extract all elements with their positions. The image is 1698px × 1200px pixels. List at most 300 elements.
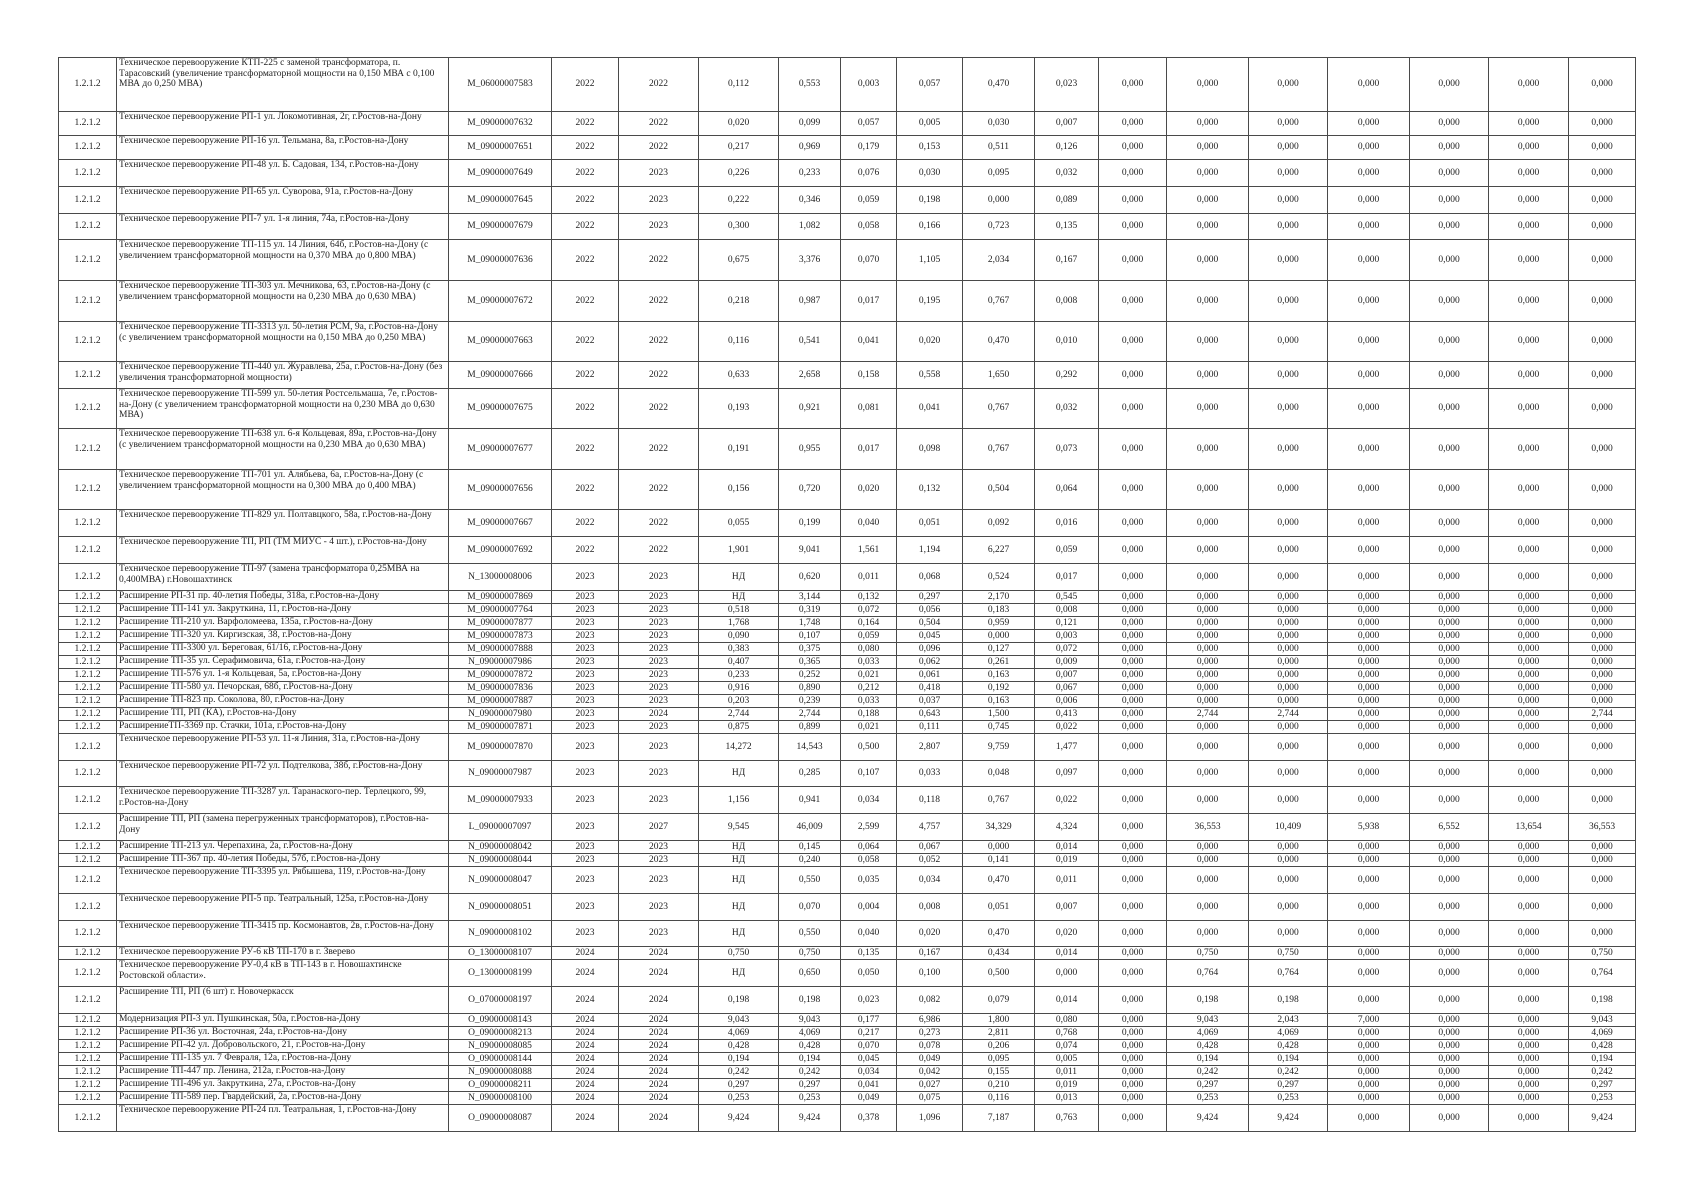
cell-value-11: 0,000 bbox=[1410, 362, 1489, 389]
cell-value-8: 0,000 bbox=[1167, 669, 1249, 682]
cell-value-2: 0,233 bbox=[779, 160, 841, 187]
cell-project-code: M_09000007933 bbox=[449, 787, 552, 814]
cell-value-11: 0,000 bbox=[1410, 537, 1489, 564]
cell-value-10: 0,000 bbox=[1328, 389, 1410, 429]
cell-end-year: 2022 bbox=[619, 362, 699, 389]
cell-value-11: 0,000 bbox=[1410, 240, 1489, 281]
cell-value-13: 0,000 bbox=[1569, 682, 1636, 695]
cell-value-5: 0,745 bbox=[963, 721, 1035, 734]
cell-value-4: 0,057 bbox=[897, 58, 963, 112]
cell-value-1: 0,193 bbox=[699, 389, 779, 429]
cell-value-8: 0,000 bbox=[1167, 894, 1249, 921]
cell-value-12: 0,000 bbox=[1489, 1066, 1569, 1079]
cell-end-year: 2024 bbox=[619, 1027, 699, 1040]
cell-item-number: 1.2.1.2 bbox=[59, 708, 117, 721]
cell-value-6: 0,014 bbox=[1035, 841, 1099, 854]
cell-value-6: 0,007 bbox=[1035, 669, 1099, 682]
cell-end-year: 2023 bbox=[619, 656, 699, 669]
cell-value-9: 2,043 bbox=[1249, 1014, 1328, 1027]
cell-value-8: 0,000 bbox=[1167, 591, 1249, 604]
cell-start-year: 2023 bbox=[552, 867, 619, 894]
cell-value-2: 0,365 bbox=[779, 656, 841, 669]
cell-value-10: 0,000 bbox=[1328, 921, 1410, 947]
cell-item-number: 1.2.1.2 bbox=[59, 643, 117, 656]
cell-value-8: 0,000 bbox=[1167, 136, 1249, 160]
cell-value-1: 0,203 bbox=[699, 695, 779, 708]
cell-project-name: Расширение ТП-320 ул. Киргизская, 38, г.Ростов-на-Дону bbox=[117, 630, 449, 643]
cell-project-name: Расширение ТП-589 пер. Гвардейский, 2а, г.Ростов-на-Дону bbox=[117, 1092, 449, 1105]
cell-project-code: M_09000007877 bbox=[449, 617, 552, 630]
cell-value-7: 0,000 bbox=[1099, 510, 1167, 537]
cell-value-10: 0,000 bbox=[1328, 214, 1410, 240]
cell-value-10: 0,000 bbox=[1328, 1092, 1410, 1105]
cell-end-year: 2023 bbox=[619, 630, 699, 643]
cell-value-7: 0,000 bbox=[1099, 630, 1167, 643]
cell-value-5: 34,329 bbox=[963, 814, 1035, 841]
cell-end-year: 2023 bbox=[619, 867, 699, 894]
table-row bbox=[59, 814, 1636, 841]
cell-value-10: 0,000 bbox=[1328, 1053, 1410, 1066]
cell-item-number: 1.2.1.2 bbox=[59, 867, 117, 894]
cell-start-year: 2023 bbox=[552, 695, 619, 708]
cell-start-year: 2022 bbox=[552, 214, 619, 240]
cell-value-1: НД bbox=[699, 591, 779, 604]
table-row bbox=[59, 643, 1636, 656]
cell-end-year: 2027 bbox=[619, 814, 699, 841]
cell-project-name: Расширение ТП, РП (6 шт) г. Новочеркасск bbox=[117, 987, 449, 1014]
cell-value-7: 0,000 bbox=[1099, 1092, 1167, 1105]
cell-project-code: N_09000007980 bbox=[449, 708, 552, 721]
cell-item-number: 1.2.1.2 bbox=[59, 787, 117, 814]
cell-value-11: 0,000 bbox=[1410, 656, 1489, 669]
cell-item-number: 1.2.1.2 bbox=[59, 240, 117, 281]
table-row bbox=[59, 1027, 1636, 1040]
cell-end-year: 2023 bbox=[619, 643, 699, 656]
cell-value-1: 9,545 bbox=[699, 814, 779, 841]
cell-value-9: 0,000 bbox=[1249, 429, 1328, 470]
cell-value-7: 0,000 bbox=[1099, 470, 1167, 510]
cell-project-code: M_09000007675 bbox=[449, 389, 552, 429]
cell-value-8: 0,000 bbox=[1167, 187, 1249, 214]
cell-value-1: 0,916 bbox=[699, 682, 779, 695]
cell-project-code: M_09000007871 bbox=[449, 721, 552, 734]
cell-value-7: 0,000 bbox=[1099, 721, 1167, 734]
cell-project-code: O_09000008213 bbox=[449, 1027, 552, 1040]
cell-end-year: 2024 bbox=[619, 1053, 699, 1066]
cell-value-2: 0,319 bbox=[779, 604, 841, 617]
cell-value-1: 0,675 bbox=[699, 240, 779, 281]
cell-value-12: 0,000 bbox=[1489, 1027, 1569, 1040]
cell-value-4: 0,061 bbox=[897, 669, 963, 682]
cell-value-9: 10,409 bbox=[1249, 814, 1328, 841]
cell-project-name: Техническое перевооружение РП-48 ул. Б. Садовая, 134, г.Ростов-на-Дону bbox=[117, 160, 449, 187]
cell-value-9: 0,000 bbox=[1249, 362, 1328, 389]
cell-value-13: 0,194 bbox=[1569, 1053, 1636, 1066]
cell-value-2: 9,424 bbox=[779, 1105, 841, 1132]
cell-project-code: N_09000008051 bbox=[449, 894, 552, 921]
cell-value-12: 0,000 bbox=[1489, 136, 1569, 160]
cell-value-1: 0,055 bbox=[699, 510, 779, 537]
cell-value-13: 4,069 bbox=[1569, 1027, 1636, 1040]
cell-value-5: 0,524 bbox=[963, 564, 1035, 591]
cell-value-6: 0,072 bbox=[1035, 643, 1099, 656]
cell-start-year: 2023 bbox=[552, 708, 619, 721]
cell-value-8: 0,000 bbox=[1167, 214, 1249, 240]
table-row bbox=[59, 510, 1636, 537]
cell-value-10: 0,000 bbox=[1328, 987, 1410, 1014]
cell-project-name: Техническое перевооружение ТП-3287 ул. Таранаского-пер. Терлецкого, 99, г.Ростов-на-Дону bbox=[117, 787, 449, 814]
cell-value-9: 0,000 bbox=[1249, 537, 1328, 564]
cell-value-10: 0,000 bbox=[1328, 1105, 1410, 1132]
cell-value-10: 0,000 bbox=[1328, 470, 1410, 510]
cell-value-2: 0,428 bbox=[779, 1040, 841, 1053]
cell-value-5: 2,811 bbox=[963, 1027, 1035, 1040]
cell-value-11: 0,000 bbox=[1410, 1053, 1489, 1066]
cell-project-code: M_09000007651 bbox=[449, 136, 552, 160]
cell-project-name: Расширение ТП-3300 ул. Береговая, 61/16, г.Ростов-на-Дону bbox=[117, 643, 449, 656]
cell-end-year: 2022 bbox=[619, 470, 699, 510]
cell-value-9: 0,000 bbox=[1249, 656, 1328, 669]
cell-value-4: 0,273 bbox=[897, 1027, 963, 1040]
cell-value-12: 0,000 bbox=[1489, 987, 1569, 1014]
cell-value-11: 0,000 bbox=[1410, 960, 1489, 987]
cell-value-12: 0,000 bbox=[1489, 708, 1569, 721]
cell-value-6: 0,017 bbox=[1035, 564, 1099, 591]
cell-value-4: 0,020 bbox=[897, 921, 963, 947]
cell-value-11: 0,000 bbox=[1410, 947, 1489, 960]
cell-start-year: 2024 bbox=[552, 1014, 619, 1027]
cell-project-code: M_09000007888 bbox=[449, 643, 552, 656]
cell-value-5: 1,500 bbox=[963, 708, 1035, 721]
cell-value-4: 0,098 bbox=[897, 429, 963, 470]
cell-value-3: 0,003 bbox=[841, 58, 897, 112]
cell-value-2: 0,240 bbox=[779, 854, 841, 867]
cell-value-5: 0,767 bbox=[963, 787, 1035, 814]
cell-value-7: 0,000 bbox=[1099, 136, 1167, 160]
cell-value-12: 0,000 bbox=[1489, 630, 1569, 643]
cell-value-10: 0,000 bbox=[1328, 656, 1410, 669]
cell-value-8: 0,000 bbox=[1167, 510, 1249, 537]
cell-item-number: 1.2.1.2 bbox=[59, 429, 117, 470]
table-row bbox=[59, 894, 1636, 921]
cell-project-code: M_09000007645 bbox=[449, 187, 552, 214]
cell-value-13: 36,553 bbox=[1569, 814, 1636, 841]
cell-value-2: 0,969 bbox=[779, 136, 841, 160]
cell-value-3: 0,070 bbox=[841, 1040, 897, 1053]
cell-project-code: M_09000007649 bbox=[449, 160, 552, 187]
cell-item-number: 1.2.1.2 bbox=[59, 960, 117, 987]
cell-value-2: 3,376 bbox=[779, 240, 841, 281]
cell-value-12: 0,000 bbox=[1489, 564, 1569, 591]
table-row bbox=[59, 656, 1636, 669]
cell-value-12: 0,000 bbox=[1489, 643, 1569, 656]
cell-value-2: 4,069 bbox=[779, 1027, 841, 1040]
cell-project-code: M_09000007672 bbox=[449, 281, 552, 322]
cell-end-year: 2024 bbox=[619, 1079, 699, 1092]
cell-value-12: 0,000 bbox=[1489, 429, 1569, 470]
cell-value-2: 0,921 bbox=[779, 389, 841, 429]
cell-value-7: 0,000 bbox=[1099, 112, 1167, 136]
cell-start-year: 2022 bbox=[552, 187, 619, 214]
cell-value-10: 0,000 bbox=[1328, 734, 1410, 761]
cell-start-year: 2022 bbox=[552, 58, 619, 112]
cell-value-3: 0,070 bbox=[841, 240, 897, 281]
cell-value-2: 0,107 bbox=[779, 630, 841, 643]
cell-project-name: Техническое перевооружение РП-16 ул. Тельмана, 8а, г.Ростов-на-Дону bbox=[117, 136, 449, 160]
cell-project-code: M_09000007677 bbox=[449, 429, 552, 470]
cell-value-4: 0,005 bbox=[897, 112, 963, 136]
cell-value-9: 0,000 bbox=[1249, 854, 1328, 867]
cell-value-9: 0,000 bbox=[1249, 281, 1328, 322]
table-row bbox=[59, 564, 1636, 591]
table-row bbox=[59, 921, 1636, 947]
cell-project-code: M_09000007666 bbox=[449, 362, 552, 389]
cell-value-7: 0,000 bbox=[1099, 1079, 1167, 1092]
cell-value-7: 0,000 bbox=[1099, 322, 1167, 362]
cell-start-year: 2023 bbox=[552, 841, 619, 854]
cell-value-1: 1,768 bbox=[699, 617, 779, 630]
cell-value-6: 0,023 bbox=[1035, 58, 1099, 112]
cell-value-5: 6,227 bbox=[963, 537, 1035, 564]
cell-value-13: 0,000 bbox=[1569, 787, 1636, 814]
cell-end-year: 2022 bbox=[619, 281, 699, 322]
cell-value-3: 0,164 bbox=[841, 617, 897, 630]
cell-value-8: 0,000 bbox=[1167, 761, 1249, 787]
cell-value-10: 0,000 bbox=[1328, 564, 1410, 591]
cell-value-13: 0,000 bbox=[1569, 721, 1636, 734]
cell-end-year: 2022 bbox=[619, 537, 699, 564]
cell-value-13: 0,000 bbox=[1569, 362, 1636, 389]
cell-start-year: 2024 bbox=[552, 1053, 619, 1066]
table-row bbox=[59, 160, 1636, 187]
cell-value-1: 0,198 bbox=[699, 987, 779, 1014]
cell-value-7: 0,000 bbox=[1099, 240, 1167, 281]
cell-value-2: 46,009 bbox=[779, 814, 841, 841]
cell-value-1: 2,744 bbox=[699, 708, 779, 721]
cell-value-3: 0,076 bbox=[841, 160, 897, 187]
cell-end-year: 2023 bbox=[619, 854, 699, 867]
cell-value-9: 0,764 bbox=[1249, 960, 1328, 987]
cell-start-year: 2023 bbox=[552, 564, 619, 591]
cell-value-1: НД bbox=[699, 960, 779, 987]
cell-value-9: 0,000 bbox=[1249, 470, 1328, 510]
cell-value-11: 0,000 bbox=[1410, 429, 1489, 470]
cell-value-6: 0,022 bbox=[1035, 787, 1099, 814]
cell-value-12: 0,000 bbox=[1489, 921, 1569, 947]
cell-value-3: 0,040 bbox=[841, 921, 897, 947]
cell-value-1: НД bbox=[699, 894, 779, 921]
table-row bbox=[59, 1079, 1636, 1092]
cell-value-2: 0,375 bbox=[779, 643, 841, 656]
cell-value-7: 0,000 bbox=[1099, 947, 1167, 960]
table-row bbox=[59, 708, 1636, 721]
cell-project-code: M_06000007583 bbox=[449, 58, 552, 112]
cell-end-year: 2023 bbox=[619, 669, 699, 682]
cell-start-year: 2022 bbox=[552, 537, 619, 564]
cell-value-10: 0,000 bbox=[1328, 894, 1410, 921]
cell-value-5: 0,470 bbox=[963, 867, 1035, 894]
cell-value-8: 0,000 bbox=[1167, 682, 1249, 695]
cell-value-12: 0,000 bbox=[1489, 682, 1569, 695]
cell-item-number: 1.2.1.2 bbox=[59, 187, 117, 214]
cell-end-year: 2022 bbox=[619, 136, 699, 160]
cell-value-6: 0,020 bbox=[1035, 921, 1099, 947]
cell-value-5: 7,187 bbox=[963, 1105, 1035, 1132]
cell-value-12: 0,000 bbox=[1489, 591, 1569, 604]
cell-value-7: 0,000 bbox=[1099, 389, 1167, 429]
cell-project-name: Техническое перевооружение ТП-115 ул. 14 Линия, 64б, г.Ростов-на-Дону (с увеличением трансформаторной мощности на 0,370 МВА до 0,800 МВА) bbox=[117, 240, 449, 281]
cell-value-3: 0,177 bbox=[841, 1014, 897, 1027]
cell-value-11: 0,000 bbox=[1410, 389, 1489, 429]
cell-value-7: 0,000 bbox=[1099, 1027, 1167, 1040]
cell-value-8: 4,069 bbox=[1167, 1027, 1249, 1040]
table-row bbox=[59, 604, 1636, 617]
cell-value-12: 0,000 bbox=[1489, 240, 1569, 281]
cell-value-7: 0,000 bbox=[1099, 867, 1167, 894]
cell-end-year: 2023 bbox=[619, 160, 699, 187]
cell-value-4: 0,067 bbox=[897, 841, 963, 854]
cell-project-name: Техническое перевооружение РП-53 ул. 11-я Линия, 31а, г.Ростов-на-Дону bbox=[117, 734, 449, 761]
cell-value-10: 0,000 bbox=[1328, 160, 1410, 187]
cell-end-year: 2023 bbox=[619, 894, 699, 921]
cell-start-year: 2023 bbox=[552, 591, 619, 604]
cell-value-11: 0,000 bbox=[1410, 591, 1489, 604]
cell-value-4: 0,418 bbox=[897, 682, 963, 695]
cell-value-3: 0,034 bbox=[841, 1066, 897, 1079]
cell-start-year: 2022 bbox=[552, 322, 619, 362]
cell-value-7: 0,000 bbox=[1099, 429, 1167, 470]
cell-value-3: 1,561 bbox=[841, 537, 897, 564]
cell-value-12: 0,000 bbox=[1489, 617, 1569, 630]
cell-end-year: 2024 bbox=[619, 1066, 699, 1079]
cell-item-number: 1.2.1.2 bbox=[59, 734, 117, 761]
cell-value-6: 0,005 bbox=[1035, 1053, 1099, 1066]
cell-project-name: Расширение ТП, РП (замена перегруженных трансформаторов), г.Ростов-на-Дону bbox=[117, 814, 449, 841]
investment-program-sheet bbox=[58, 57, 1636, 1132]
cell-project-code: N_09000008042 bbox=[449, 841, 552, 854]
cell-value-9: 0,428 bbox=[1249, 1040, 1328, 1053]
cell-value-7: 0,000 bbox=[1099, 734, 1167, 761]
cell-start-year: 2023 bbox=[552, 787, 619, 814]
cell-end-year: 2023 bbox=[619, 721, 699, 734]
table-row bbox=[59, 987, 1636, 1014]
cell-end-year: 2023 bbox=[619, 761, 699, 787]
cell-value-11: 0,000 bbox=[1410, 604, 1489, 617]
cell-end-year: 2024 bbox=[619, 1105, 699, 1132]
cell-value-11: 0,000 bbox=[1410, 630, 1489, 643]
cell-value-12: 0,000 bbox=[1489, 854, 1569, 867]
cell-project-code: N_09000007986 bbox=[449, 656, 552, 669]
cell-value-6: 0,007 bbox=[1035, 112, 1099, 136]
cell-value-8: 0,000 bbox=[1167, 281, 1249, 322]
cell-item-number: 1.2.1.2 bbox=[59, 1092, 117, 1105]
cell-value-9: 0,000 bbox=[1249, 841, 1328, 854]
cell-value-9: 0,253 bbox=[1249, 1092, 1328, 1105]
cell-value-11: 0,000 bbox=[1410, 734, 1489, 761]
cell-value-10: 0,000 bbox=[1328, 708, 1410, 721]
cell-value-2: 2,744 bbox=[779, 708, 841, 721]
cell-value-7: 0,000 bbox=[1099, 682, 1167, 695]
cell-project-code: M_09000007872 bbox=[449, 669, 552, 682]
table-row bbox=[59, 429, 1636, 470]
cell-value-8: 0,000 bbox=[1167, 854, 1249, 867]
cell-project-name: Расширение ТП-823 пр. Соколова, 80, г.Ростов-на-Дону bbox=[117, 695, 449, 708]
cell-value-5: 0,183 bbox=[963, 604, 1035, 617]
cell-value-9: 0,000 bbox=[1249, 591, 1328, 604]
cell-value-8: 0,198 bbox=[1167, 987, 1249, 1014]
cell-value-4: 0,643 bbox=[897, 708, 963, 721]
cell-start-year: 2023 bbox=[552, 921, 619, 947]
table-body bbox=[59, 58, 1636, 1132]
cell-value-1: 4,069 bbox=[699, 1027, 779, 1040]
cell-value-1: 0,242 bbox=[699, 1066, 779, 1079]
cell-value-3: 0,188 bbox=[841, 708, 897, 721]
table-row bbox=[59, 591, 1636, 604]
cell-value-13: 0,000 bbox=[1569, 894, 1636, 921]
cell-value-1: 0,518 bbox=[699, 604, 779, 617]
cell-value-13: 0,000 bbox=[1569, 136, 1636, 160]
cell-project-name: Техническое перевооружение РП-72 ул. Подтелкова, 38б, г.Ростов-на-Дону bbox=[117, 761, 449, 787]
table-row bbox=[59, 1040, 1636, 1053]
cell-value-11: 0,000 bbox=[1410, 617, 1489, 630]
cell-value-7: 0,000 bbox=[1099, 214, 1167, 240]
cell-value-4: 0,195 bbox=[897, 281, 963, 322]
cell-value-1: 0,217 bbox=[699, 136, 779, 160]
cell-value-5: 2,170 bbox=[963, 591, 1035, 604]
cell-value-3: 0,057 bbox=[841, 112, 897, 136]
cell-value-7: 0,000 bbox=[1099, 656, 1167, 669]
cell-value-13: 0,000 bbox=[1569, 429, 1636, 470]
cell-item-number: 1.2.1.2 bbox=[59, 510, 117, 537]
cell-value-3: 0,017 bbox=[841, 429, 897, 470]
cell-value-13: 0,000 bbox=[1569, 617, 1636, 630]
cell-value-13: 0,000 bbox=[1569, 510, 1636, 537]
cell-value-3: 0,034 bbox=[841, 787, 897, 814]
cell-value-1: 1,901 bbox=[699, 537, 779, 564]
cell-item-number: 1.2.1.2 bbox=[59, 617, 117, 630]
cell-value-13: 0,000 bbox=[1569, 761, 1636, 787]
cell-value-7: 0,000 bbox=[1099, 1040, 1167, 1053]
cell-value-1: 0,233 bbox=[699, 669, 779, 682]
cell-value-2: 1,082 bbox=[779, 214, 841, 240]
cell-value-9: 0,194 bbox=[1249, 1053, 1328, 1066]
cell-value-2: 0,346 bbox=[779, 187, 841, 214]
cell-value-10: 0,000 bbox=[1328, 695, 1410, 708]
cell-value-3: 0,041 bbox=[841, 322, 897, 362]
cell-item-number: 1.2.1.2 bbox=[59, 947, 117, 960]
cell-project-code: O_13000008107 bbox=[449, 947, 552, 960]
cell-value-6: 0,126 bbox=[1035, 136, 1099, 160]
cell-item-number: 1.2.1.2 bbox=[59, 362, 117, 389]
cell-value-5: 1,800 bbox=[963, 1014, 1035, 1027]
cell-value-2: 0,890 bbox=[779, 682, 841, 695]
cell-value-6: 0,006 bbox=[1035, 695, 1099, 708]
cell-value-7: 0,000 bbox=[1099, 537, 1167, 564]
cell-item-number: 1.2.1.2 bbox=[59, 470, 117, 510]
cell-project-code: M_09000007679 bbox=[449, 214, 552, 240]
cell-project-name: Расширение ТП-447 пр. Ленина, 212а, г.Ростов-на-Дону bbox=[117, 1066, 449, 1079]
cell-value-13: 0,000 bbox=[1569, 867, 1636, 894]
cell-value-11: 0,000 bbox=[1410, 854, 1489, 867]
cell-value-3: 0,058 bbox=[841, 854, 897, 867]
cell-value-8: 0,000 bbox=[1167, 656, 1249, 669]
cell-value-8: 9,424 bbox=[1167, 1105, 1249, 1132]
cell-value-6: 0,010 bbox=[1035, 322, 1099, 362]
cell-value-1: 0,253 bbox=[699, 1092, 779, 1105]
cell-value-7: 0,000 bbox=[1099, 787, 1167, 814]
cell-value-2: 0,899 bbox=[779, 721, 841, 734]
cell-value-11: 0,000 bbox=[1410, 322, 1489, 362]
